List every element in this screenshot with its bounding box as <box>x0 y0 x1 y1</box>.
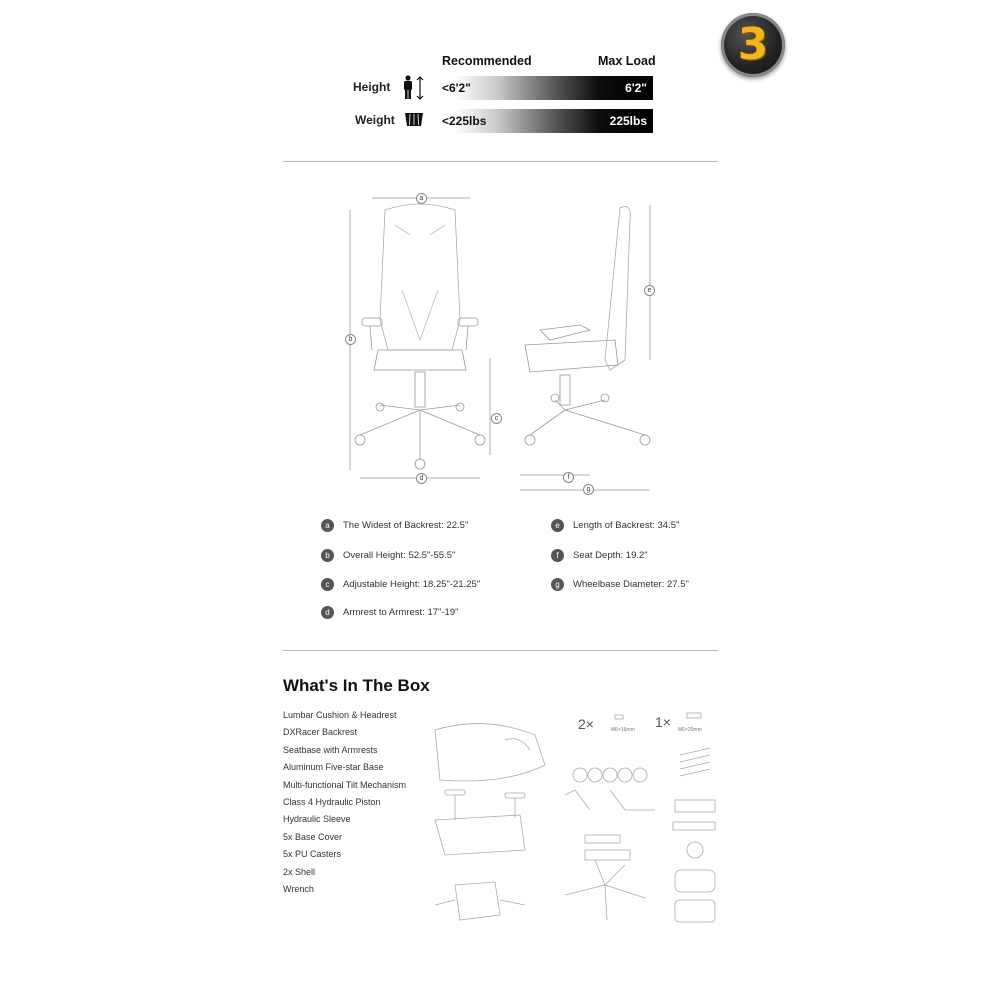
weight-label: Weight <box>355 113 395 127</box>
level-badge <box>721 13 785 77</box>
dimension-text-a: The Widest of Backrest: 22.5" <box>343 520 469 531</box>
marker-f: f <box>563 472 574 483</box>
weight-load-bar <box>437 109 653 133</box>
dimension-key-e: e <box>551 519 564 532</box>
screw-qty-20mm: 1× <box>655 714 671 730</box>
dimension-key-g: g <box>551 578 564 591</box>
height-max: 6'2" <box>625 81 647 95</box>
list-item: 5x Base Cover <box>283 831 343 842</box>
divider-top <box>283 161 718 162</box>
height-recommended: <6'2" <box>442 81 471 95</box>
dimension-text-g: Wheelbase Diameter: 27.5" <box>573 579 689 590</box>
list-item: Multi-functional Tilt Mechanism <box>283 779 407 790</box>
marker-g: g <box>583 484 594 495</box>
dimension-key-d: d <box>321 606 334 619</box>
dimension-text-c: Adjustable Height: 18.25"-21.25" <box>343 579 481 590</box>
marker-e: e <box>644 285 655 296</box>
box-section-title: What's In The Box <box>283 676 430 695</box>
list-item: Lumbar Cushion & Headrest <box>283 710 397 720</box>
list-item: Wrench <box>283 883 314 894</box>
weight-recommended: <225lbs <box>442 114 487 128</box>
dimension-b <box>321 549 455 562</box>
marker-b: b <box>345 334 356 345</box>
dimension-e <box>551 519 679 532</box>
height-load-bar <box>437 76 653 100</box>
dimension-a <box>321 519 468 532</box>
dimension-key-b: b <box>321 549 334 562</box>
marker-a: a <box>416 193 427 204</box>
dimension-g <box>551 578 689 591</box>
marker-c: c <box>491 413 502 424</box>
dimension-text-d: Armrest to Armrest: 17"-19" <box>343 607 459 618</box>
recommended-column-header: Recommended <box>442 54 532 68</box>
level-badge-number: 3 <box>737 19 769 70</box>
box-contents-list <box>283 707 406 898</box>
max-load-column-header: Max Load <box>598 54 656 68</box>
weight-max: 225lbs <box>609 114 647 128</box>
screw-qty-16mm: 2× <box>578 716 594 732</box>
person-height-icon <box>401 75 427 101</box>
dimension-text-b: Overall Height: 52.5"-55.5" <box>343 550 456 561</box>
list-item: 2x Shell <box>283 866 316 877</box>
height-label: Height <box>353 80 391 94</box>
weight-icon <box>403 110 425 128</box>
screw-size-16mm: M6×16mm <box>611 727 635 733</box>
dimension-c <box>321 578 480 591</box>
marker-d: d <box>416 473 427 484</box>
box-contents-illustration <box>425 710 730 935</box>
list-item: Aluminum Five-star Base <box>283 762 384 773</box>
divider-bottom <box>283 650 718 651</box>
dimension-key-a: a <box>321 519 334 532</box>
dimension-f <box>551 549 648 562</box>
dimension-text-f: Seat Depth: 19.2" <box>573 550 648 561</box>
list-item: 5x PU Casters <box>283 849 342 860</box>
list-item: Hydraulic Sleeve <box>283 814 351 825</box>
list-item: Class 4 Hydraulic Piston <box>283 796 381 807</box>
list-item: DXRacer Backrest <box>283 727 358 738</box>
dimension-d <box>321 606 459 619</box>
dimension-key-f: f <box>551 549 564 562</box>
chair-dimension-diagram <box>340 190 670 500</box>
dimension-text-e: Length of Backrest: 34.5" <box>573 520 680 531</box>
screw-size-20mm: M6×20mm <box>678 727 702 733</box>
list-item: Seatbase with Armrests <box>283 744 378 755</box>
dimension-key-c: c <box>321 578 334 591</box>
